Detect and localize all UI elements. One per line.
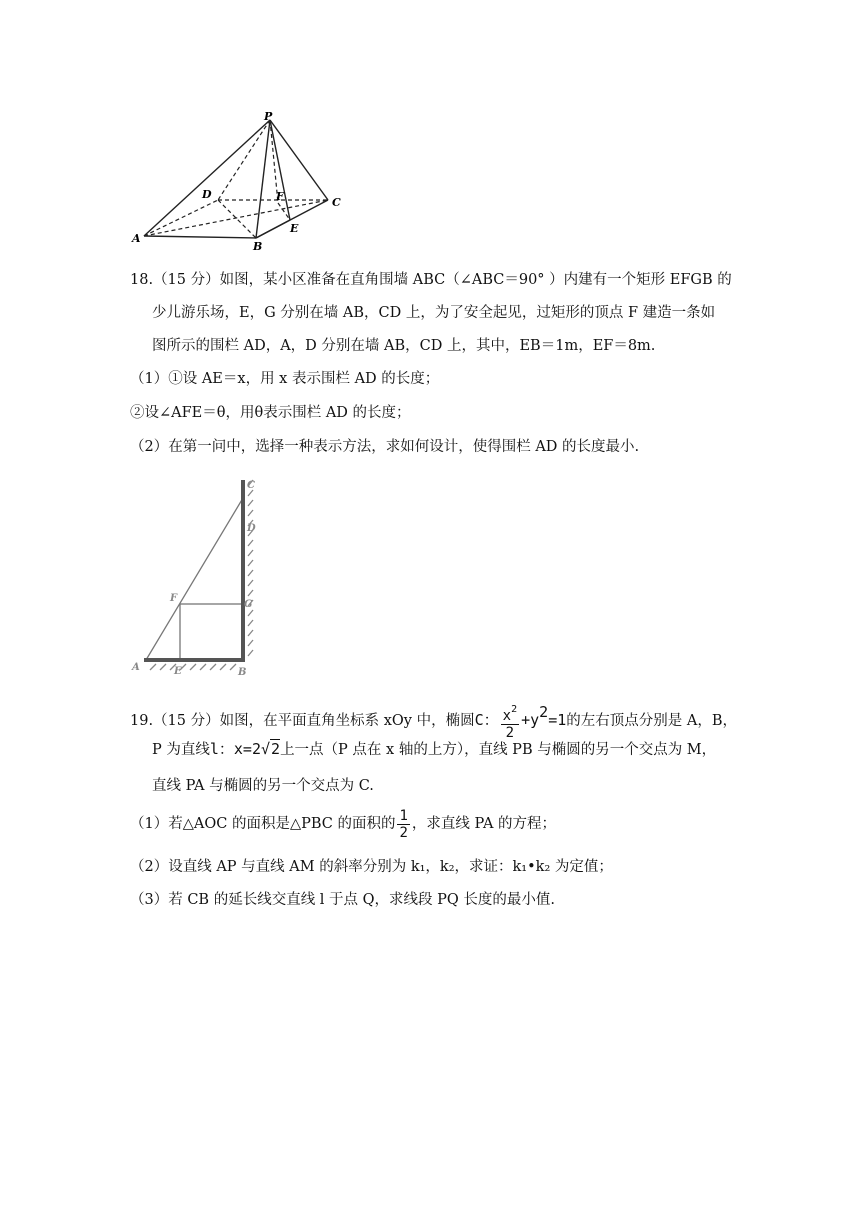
label-F2: F xyxy=(170,593,178,604)
q18-sub1: （1）①设 AE＝x，用 x 表示围栏 AD 的长度； xyxy=(130,371,440,387)
label-D: D xyxy=(202,188,212,201)
q18-line1: 18.（15 分）如图，某小区准备在直角围墙 ABC（∠ABC＝90° ）内建有一个矩形 EFGB 的 xyxy=(130,272,732,288)
q18-line3: 图所示的围栏 AD，A，D 分别在墙 AB，CD 上，其中，EB＝1m，EF＝8m. xyxy=(152,338,656,354)
q19-line3: 直线 PA 与椭圆的另一个交点为 C. xyxy=(152,778,374,794)
q19-sub2: （2）设直线 AP 与直线 AM 的斜率分别为 k₁，k₂，求证：k₁•k₂ 为定值； xyxy=(130,859,613,875)
label-B2: B xyxy=(238,667,247,678)
half-num: 1 xyxy=(399,807,408,824)
q19-sub1 xyxy=(130,807,556,841)
frac-num: x xyxy=(502,707,512,724)
frac-num-sup: 2 xyxy=(511,703,518,715)
ellipse-x-fraction xyxy=(501,702,519,741)
eq-one: =1 xyxy=(548,711,567,729)
label-B: B xyxy=(253,240,263,250)
half-den: 2 xyxy=(399,824,408,841)
label-E2: E xyxy=(174,666,182,677)
label-C: C xyxy=(332,196,341,209)
label-C2: C xyxy=(247,480,255,491)
q19-line2-pre: P 为直线 xyxy=(152,742,210,758)
label-A2: A xyxy=(132,662,140,673)
label-E: E xyxy=(290,222,299,235)
pyramid-figure xyxy=(130,108,350,250)
q19-sub1-post: ，求直线 PA 的方程； xyxy=(411,816,557,832)
q19-sub3: （3）若 CB 的延长线交直线 l 于点 Q，求线段 PQ 长度的最小值. xyxy=(130,892,556,908)
q19-line1-pre: 19.（15 分）如图，在平面直角坐标系 xOy 中，椭圆 xyxy=(130,713,475,729)
y-sup: 2 xyxy=(539,703,549,721)
label-P: P xyxy=(264,110,273,123)
q19-line1-post: 的左右顶点分别是 A，B， xyxy=(566,713,737,729)
line-name: l： xyxy=(209,740,234,758)
q19-line1 xyxy=(130,697,737,741)
label-G2: G xyxy=(244,599,253,610)
plus-y: +y xyxy=(521,711,540,729)
wall-figure xyxy=(128,476,268,678)
q18-line2: 少儿游乐场，E，G 分别在墙 AB，CD 上，为了安全起见，过矩形的顶点 F 建造一条如 xyxy=(152,305,716,321)
q19-line2: P 为直线l：x=2√2上一点（P 点在 x 轴的上方），直线 PB 与椭圆的另一个交点为 M， xyxy=(152,740,717,758)
q19-sub1-pre: （1）若△AOC 的面积是△PBC 的面积的 xyxy=(130,816,396,832)
label-F: F xyxy=(276,190,284,203)
x-eq: x=2 xyxy=(233,740,261,758)
half-fraction xyxy=(397,808,409,841)
q18-sub1b: ②设∠AFE＝θ，用θ表示围栏 AD 的长度； xyxy=(130,405,411,421)
frac-den: 2 xyxy=(505,724,515,741)
sqrt-value: 2 xyxy=(271,740,281,758)
q19-line2-post: 上一点（P 点在 x 轴的上方），直线 PB 与椭圆的另一个交点为 M， xyxy=(280,742,717,758)
q18-sub2: （2）在第一问中，选择一种表示方法，求如何设计，使得围栏 AD 的长度最小. xyxy=(130,439,640,455)
label-A: A xyxy=(132,232,141,245)
ellipse-name: C： xyxy=(474,711,499,729)
label-D2: D xyxy=(247,523,256,534)
